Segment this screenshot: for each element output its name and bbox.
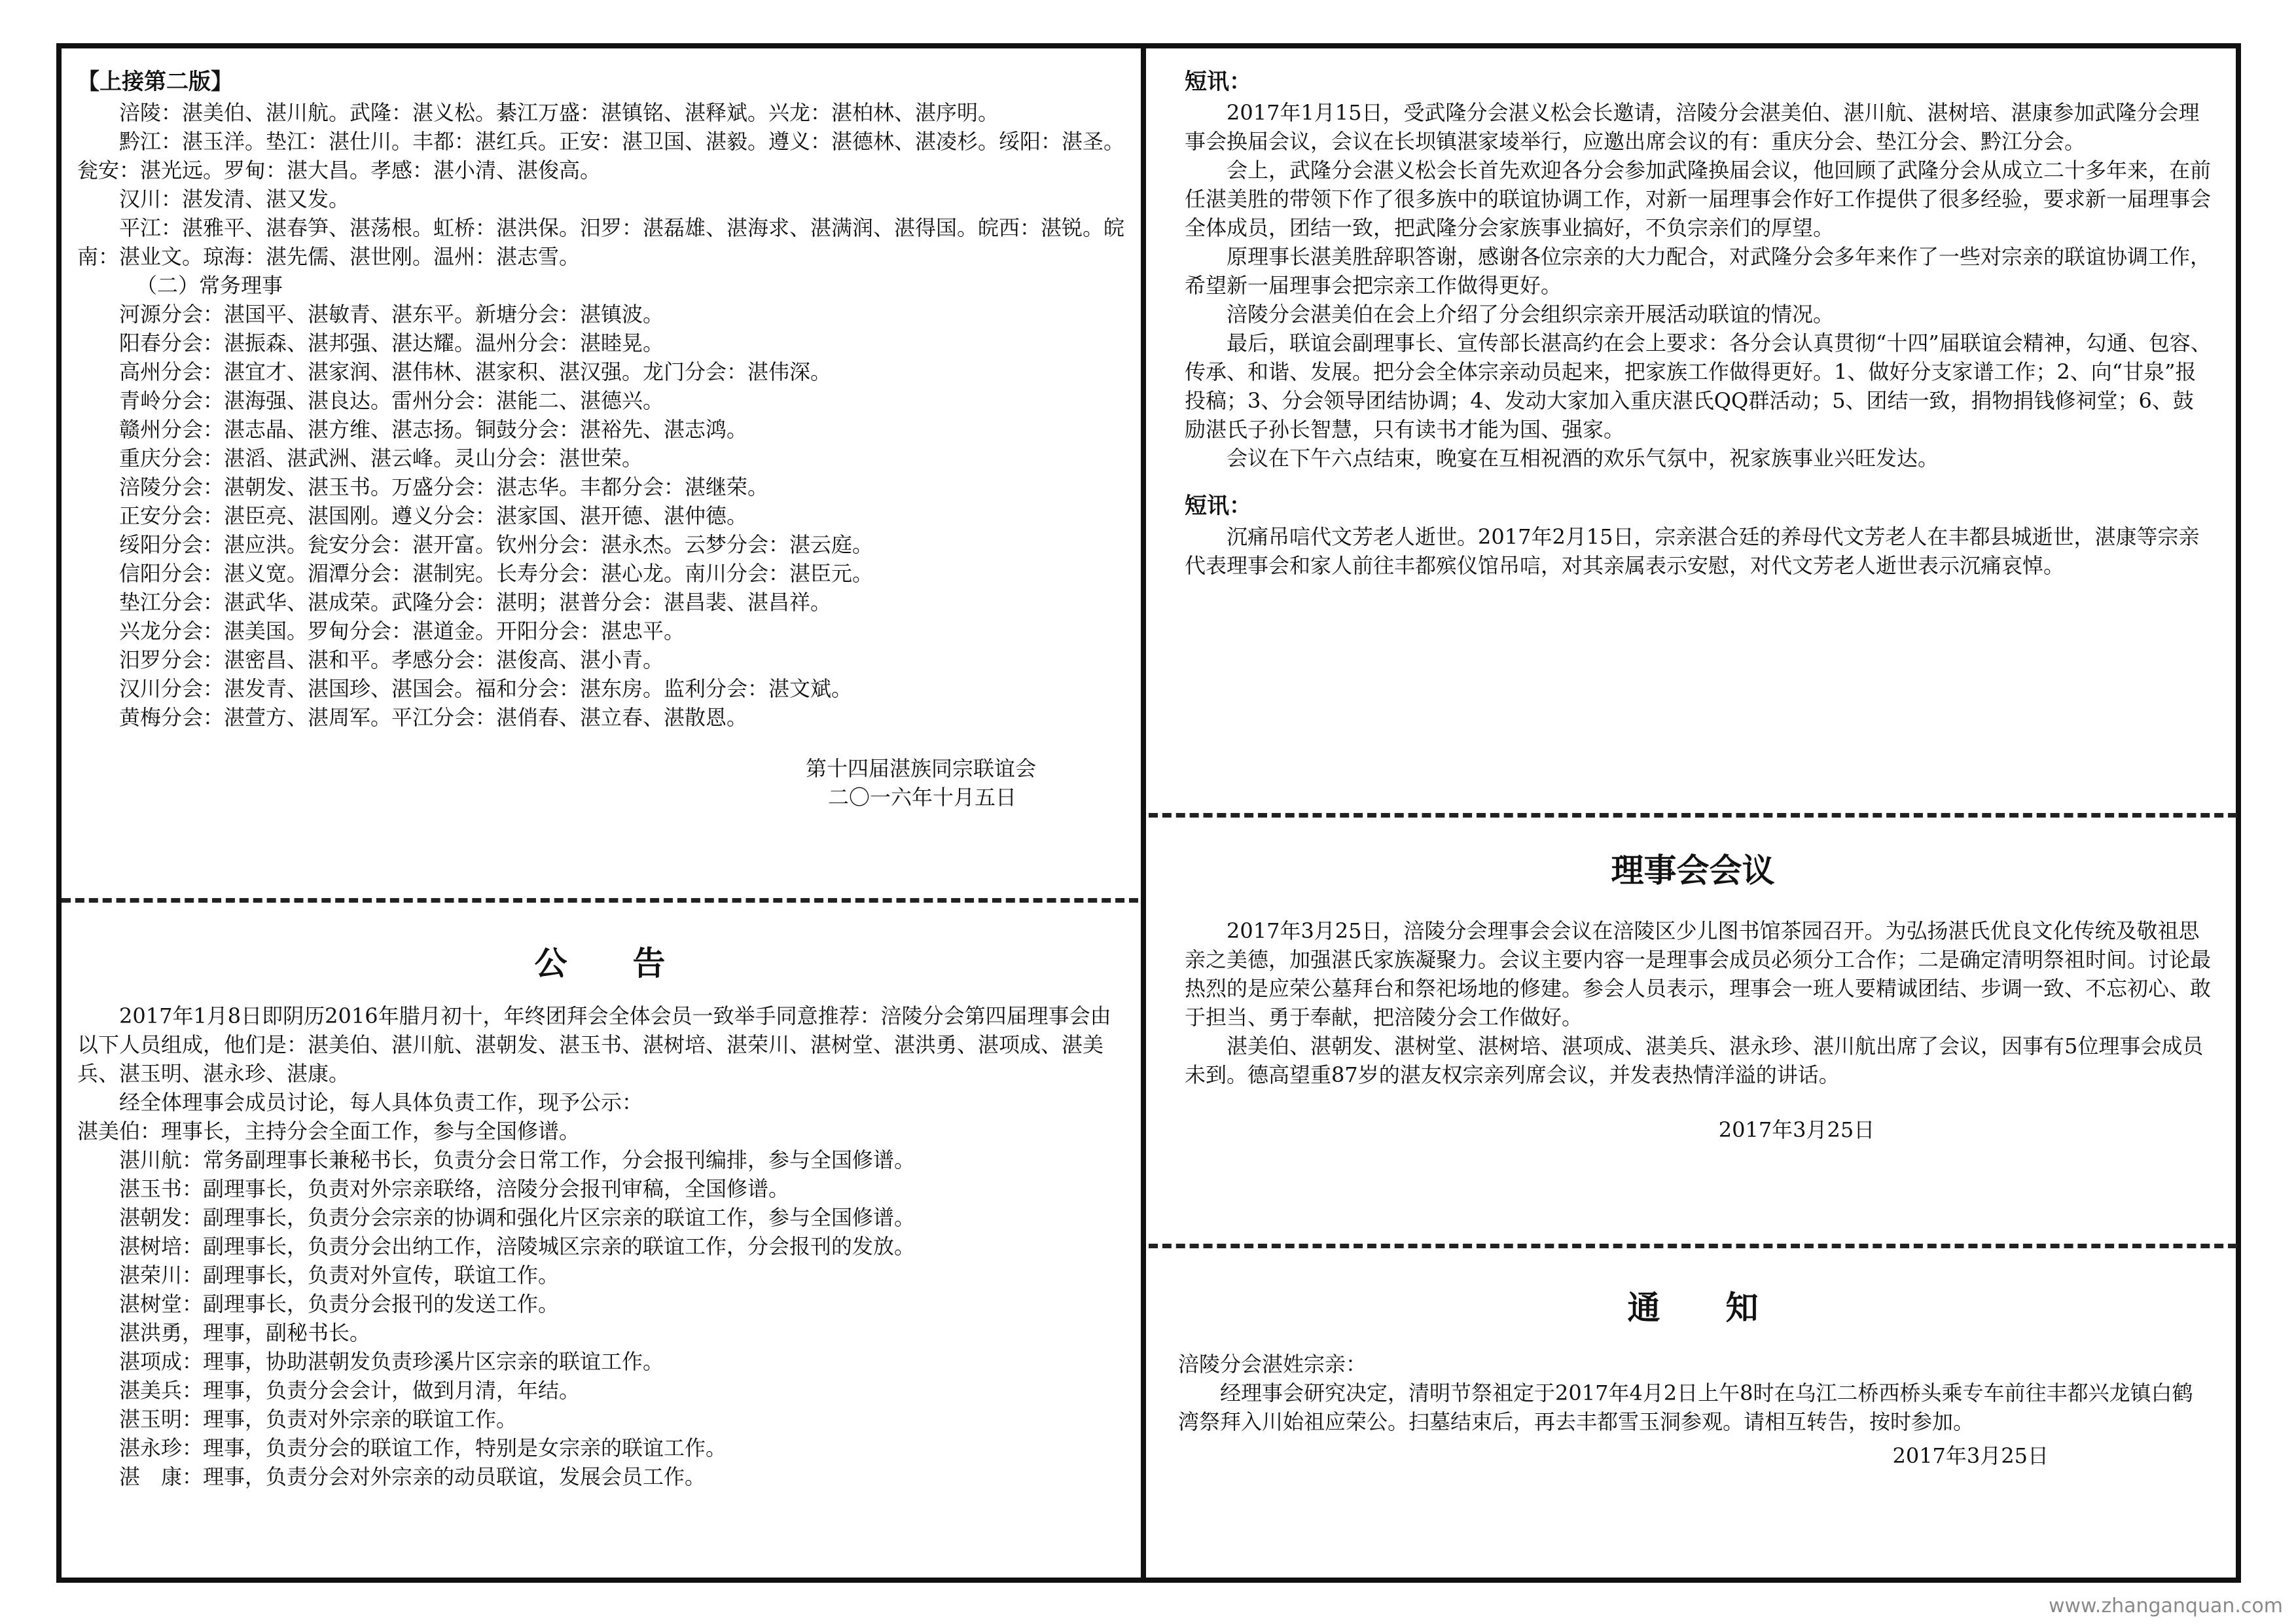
left-section-divider (62, 898, 1138, 903)
text-line: 湛 康：理事，负责分会对外宗亲的动员联谊，发展会员工作。 (119, 1464, 706, 1489)
notify-section (1178, 1350, 2212, 1470)
column-divider (1141, 43, 1146, 1583)
text-line: 赣州分会：湛志晶、湛方维、湛志扬。铜鼓分会：湛裕先、湛志鸿。 (119, 417, 748, 442)
notice-intro: 2017年1月8日即阴历2016年腊月初十，年终团拜会全体会员一致举手同意推荐：涪陵分会第四届理事会由以下人员组成，他们是：湛美伯、湛川航、湛朝发、湛玉书、湛树培、湛荣川、湛树堂、湛洪勇、湛项成、湛美兵、湛玉明、湛永珍、湛康。 (77, 1003, 1111, 1086)
text-line: 青岭分会：湛海强、湛良达。雷州分会：湛能二、湛德兴。 (119, 388, 664, 413)
text-line: 湛川航：常务副理事长兼秘书长，负责分会日常工作，分会报刊编排，参与全国修谱。 (119, 1147, 916, 1172)
text-line: 垫江分会：湛武华、湛成荣。武隆分会：湛明；湛普分会：湛昌裴、湛昌祥。 (119, 590, 832, 615)
text-line: 正安分会：湛臣亮、湛国刚。遵义分会：湛家国、湛开德、湛仲德。 (119, 503, 748, 528)
meeting-section (1185, 916, 2212, 1144)
text-line: 涪陵：湛美伯、湛川航。武隆：湛义松。綦江万盛：湛镇铭、湛释斌。兴龙：湛柏林、湛序明。 (119, 100, 999, 125)
text-line: 河源分会：湛国平、湛敏青、湛东平。新塘分会：湛镇波。 (119, 302, 664, 327)
text-line: 湛树堂：副理事长，负责分会报刊的发送工作。 (119, 1291, 560, 1316)
text-line: 高州分会：湛宜才、湛家润、湛伟林、湛家积、湛汉强。龙门分会：湛伟深。 (119, 359, 832, 384)
right-section-divider-2 (1149, 1244, 2237, 1248)
right-section-divider-1 (1149, 813, 2237, 818)
text-line: 会议在下午六点结束，晚宴在互相祝酒的欢乐气氛中，祝家族事业兴旺发达。 (1227, 446, 1939, 471)
text-line: 汨罗分会：湛密昌、湛和平。孝感分会：湛俊高、湛小青。 (119, 647, 664, 672)
regional-member-list (77, 98, 1124, 271)
text-line: 2017年3月25日，涪陵分会理事会会议在涪陵区少儿图书馆茶园召开。为弘扬湛氏优良文化传统及敬祖思亲之美德，加强湛氏家族凝聚力。会议主要内容一是理事会成员必须分工合作；二是确定清明祭祖时间。讨论最热烈的是应荣公墓拜台和祭祀场地的修建。参会人员表示，理事会一班人要精诚团结、步调一致、不忘初心、敢于担当、勇于奉献，把涪陵分会工作做好。 (1185, 918, 2212, 1030)
notice-first-duty: 湛美伯：理事长，主持分会全面工作，参与全国修谱。 (77, 1119, 581, 1144)
notice-section (77, 1001, 1124, 1491)
meeting-title: 理事会会议 (1611, 852, 1775, 890)
text-line: 黄梅分会：湛萱方、湛周军。平江分会：湛俏春、湛立春、湛散恩。 (119, 705, 748, 730)
text-line: 信阳分会：湛义宽。湄潭分会：湛制宪。长寿分会：湛心龙。南川分会：湛臣元。 (119, 561, 874, 586)
notify-title: 通 知 (1627, 1289, 1759, 1327)
text-line: 平江：湛雅平、湛春笋、湛荡根。虹桥：湛洪保。汨罗：湛磊雄、湛海求、湛满润、湛得国。皖西：湛锐。皖南：湛业文。琼海：湛先儒、湛世刚。温州：湛志雪。 (77, 215, 1125, 269)
text-line: 涪陵分会：湛朝发、湛玉书。万盛分会：湛志华。丰都分会：湛继荣。 (119, 475, 769, 499)
signature-date: 二〇一六年十月五日 (827, 785, 1016, 810)
text-line: 2017年1月15日，受武隆分会湛义松会长邀请，涪陵分会湛美伯、湛川航、湛树培、湛康参加武隆分会理事会换届会议，会议在长坝镇湛家堎举行，应邀出席会议的有：重庆分会、垫江分会、黔江分会。 (1185, 100, 2200, 154)
meeting-body (1185, 916, 2212, 1089)
text-line: 兴龙分会：湛美国。罗甸分会：湛道金。开阳分会：湛忠平。 (119, 619, 685, 643)
site-watermark: www.zhanganquan.com (2048, 1595, 2283, 1617)
text-line: 涪陵分会湛美伯在会上介绍了分会组织宗亲开展活动联谊的情况。 (1227, 302, 1835, 327)
text-line: 阳春分会：湛振森、湛邦强、湛达耀。温州分会：湛睦晃。 (119, 331, 664, 355)
text-line: 湛美伯、湛朝发、湛树堂、湛树培、湛项成、湛美兵、湛永珍、湛川航出席了会议，因事有5位理事会成员未到。德高望重87岁的湛友权宗亲列席会议，并发表热情洋溢的讲话。 (1185, 1034, 2204, 1087)
section-heading: （二）常务理事 (136, 273, 283, 298)
text-line: 原理事长湛美胜辞职答谢，感谢各位宗亲的大力配合，对武隆分会多年来作了一些对宗亲的联谊协调工作，希望新一届理事会把宗亲工作做得更好。 (1185, 244, 2212, 298)
notify-body: 经理事会研究决定，清明节祭祖定于2017年4月2日上午8时在乌江二桥西桥头乘专车前往丰都兴龙镇白鹤湾祭拜入川始祖应荣公。扫墓结束后，再去丰都雪玉洞参观。请相互转告，按时参加。 (1178, 1380, 2193, 1434)
text-line: 绥阳分会：湛应洪。瓮安分会：湛开富。钦州分会：湛永杰。云梦分会：湛云庭。 (119, 532, 874, 557)
text-line: 汉川分会：湛发青、湛国珍、湛国会。福和分会：湛东房。监利分会：湛文斌。 (119, 676, 853, 701)
text-line: 湛项成：理事，协助湛朝发负责珍溪片区宗亲的联谊工作。 (119, 1349, 664, 1374)
text-line: 湛玉明：理事，负责对外宗亲的联谊工作。 (119, 1407, 518, 1432)
text-line: 湛荣川：副理事长，负责对外宣传，联谊工作。 (119, 1263, 560, 1288)
continue-tag: 【上接第二版】 (77, 69, 233, 95)
duty-list (77, 1146, 1124, 1491)
signature-org: 第十四届湛族同宗联谊会 (805, 756, 1036, 781)
news1-body (1185, 98, 2212, 473)
notify-date: 2017年3月25日 (1892, 1443, 2049, 1468)
news2-paragraph: 沉痛吊唁代文芳老人逝世。2017年2月15日，宗亲湛合廷的养母代文芳老人在丰都县城逝世，湛康等宗亲代表理事会和家人前往丰都殡仪馆吊唁，对其亲属表示安慰，对代文芳老人逝世表示沉痛哀悼。 (1185, 524, 2200, 578)
text-line: 汉川：湛发清、湛又发。 (119, 187, 350, 211)
notify-salutation: 涪陵分会湛姓宗亲： (1178, 1352, 1367, 1377)
notice-title: 公 告 (534, 945, 666, 983)
news1-tag: 短讯： (1185, 69, 1251, 95)
text-line: 会上，武隆分会湛义松会长首先欢迎各分会参加武隆换届会议，他回顾了武隆分会从成立二十多年来，在前任湛美胜的带领下作了很多族中的联谊协调工作，对新一届理事会作好工作提供了很多经验，要求新一届理事会全体成员，团结一致，把武隆分会家族事业搞好，不负宗亲们的厚望。 (1185, 158, 2212, 240)
text-line: 最后，联谊会副理事长、宣传部长湛高约在会上要求：各分会认真贯彻“十四”届联谊会精神，勾通、包容、传承、和谐、发展。把分会全体宗亲动员起来，把家族工作做得更好。1、做好分支家谱工作；2、向“甘泉”报投稿；3、分会领导团结协调；4、发动大家加入重庆湛氏QQ群活动；5、团结一致，捐物捐钱修祠堂；6、鼓励湛氏子孙长智慧，只有读书才能为国、强家。 (1185, 331, 2212, 442)
text-line: 湛树培：副理事长，负责分会出纳工作，涪陵城区宗亲的联谊工作，分会报刊的发放。 (119, 1234, 916, 1259)
text-line: 湛洪勇，理事，副秘书长。 (119, 1320, 371, 1345)
text-line: 湛美兵：理事，负责分会会计，做到月清，年结。 (119, 1378, 581, 1403)
text-line: 湛朝发：副理事长，负责分会宗亲的协调和强化片区宗亲的联谊工作，参与全国修谱。 (119, 1205, 916, 1230)
text-line: 湛玉书：副理事长，负责对外宗亲联络，涪陵分会报刊审稿，全国修谱。 (119, 1176, 790, 1201)
notice-discussion: 经全体理事会成员讨论，每人具体负责工作，现予公示： (119, 1090, 643, 1115)
meeting-date: 2017年3月25日 (1718, 1117, 1875, 1142)
text-line: 湛永珍：理事，负责分会的联谊工作，特别是女宗亲的联谊工作。 (119, 1435, 727, 1460)
member-list-section (77, 65, 1124, 812)
news2-tag: 短讯： (1185, 493, 1251, 519)
text-line: 黔江：湛玉洋。垫江：湛仕川。丰都：湛红兵。正安：湛卫国、湛毅。遵义：湛德林、湛凌杉。绥阳：湛圣。瓮安：湛光远。罗甸：湛大昌。孝感：湛小清、湛俊高。 (77, 129, 1125, 183)
news-section (1185, 65, 2212, 580)
standing-council-list (77, 300, 1124, 732)
text-line: 重庆分会：湛滔、湛武洲、湛云峰。灵山分会：湛世荣。 (119, 446, 643, 471)
